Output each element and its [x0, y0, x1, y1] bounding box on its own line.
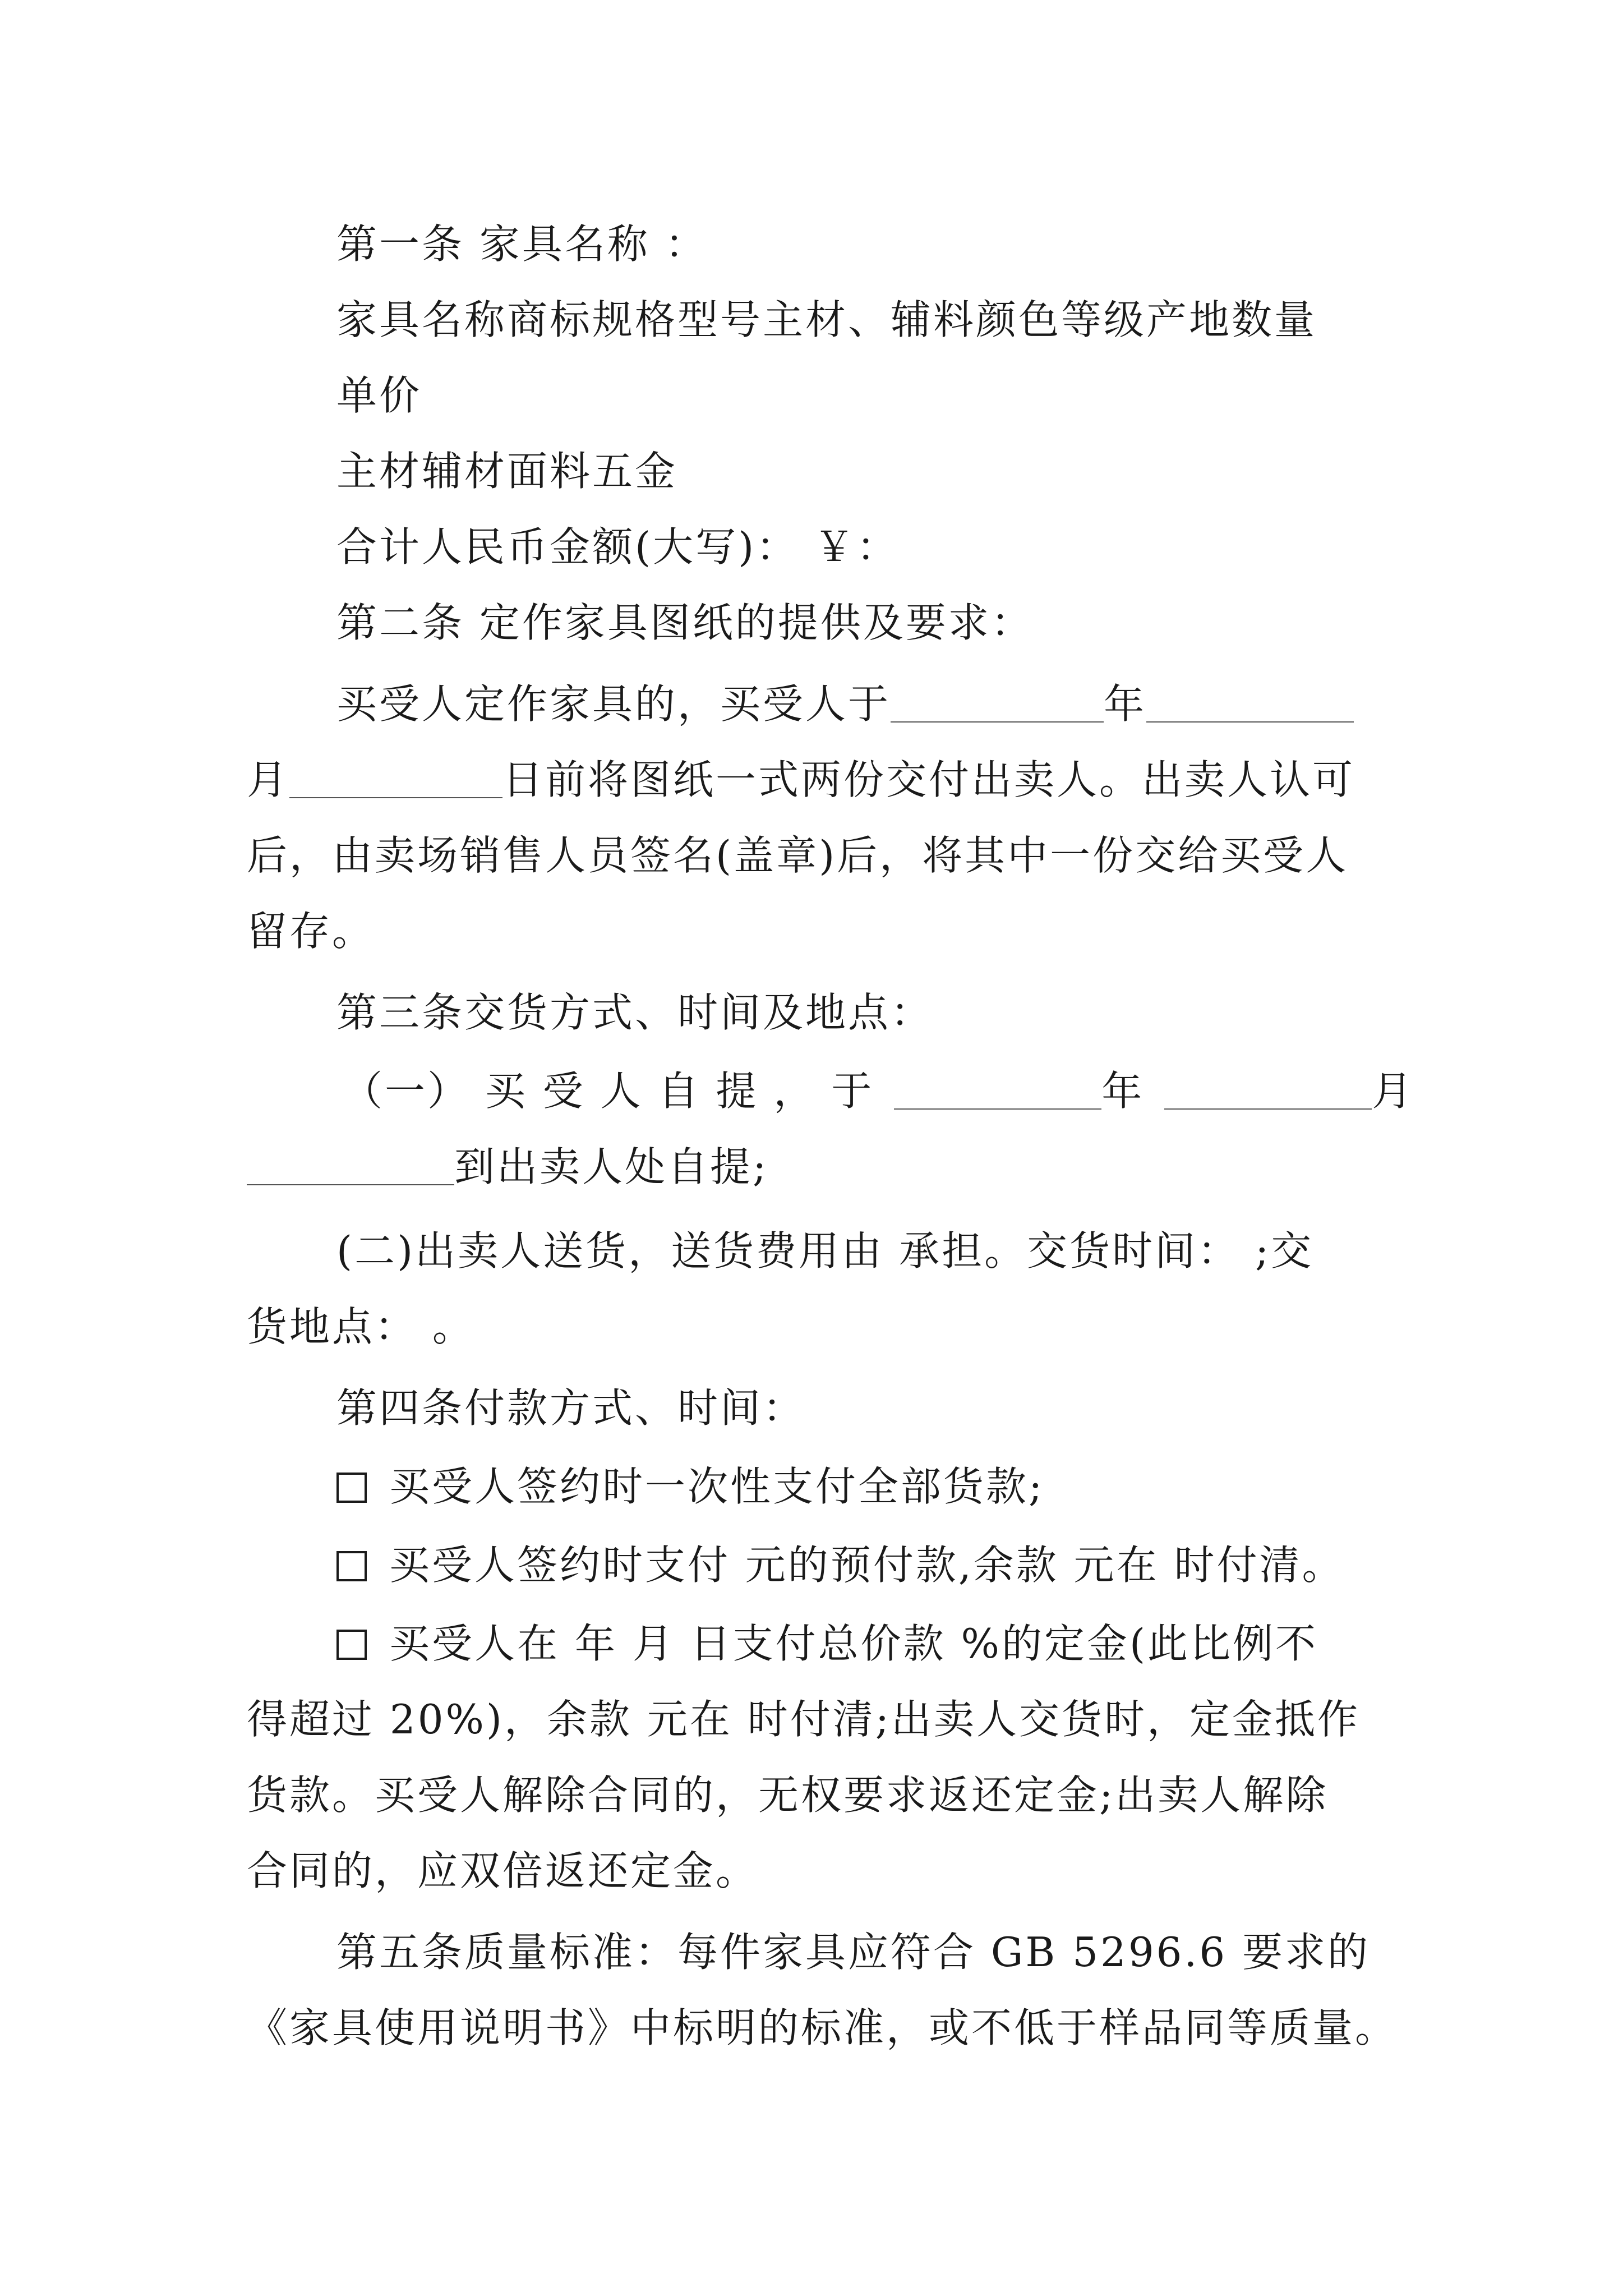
payment-option-2: 买受人签约时支付 元的预付款,余款 元在 时付清。 [389, 1542, 1345, 1589]
option-2-text: 货地点： 。 [247, 1303, 475, 1350]
materials-text: 主材辅材面料五金 [336, 448, 678, 495]
day-blank [289, 758, 502, 798]
checkbox-icon [336, 1551, 367, 1581]
article-3-option-2-cont [247, 1296, 1385, 1358]
year-blank [894, 1069, 1101, 1110]
article-3-title [336, 982, 1385, 1043]
article-1-total [336, 516, 1385, 578]
option-1-text: （一） 买 受 人 自 提 ， 于 [342, 1068, 874, 1115]
table-header-unit-price: 单价 [336, 372, 422, 419]
article-5-line-1 [336, 1921, 1385, 1983]
article-4-option-3-cont-2 [247, 1764, 1385, 1826]
article-1-table-header-2 [336, 365, 1385, 426]
option-2-text: (二)出卖人送货，送货费用由 承担。交货时间： ;交 [336, 1227, 1314, 1274]
article-4-title-text: 第四条付款方式、时间： [336, 1384, 806, 1432]
article-1-table-header [336, 289, 1385, 351]
article-4-option-2 [336, 1534, 1385, 1596]
article-4-option-1 [336, 1456, 1385, 1517]
year-label: 年 [1104, 680, 1147, 728]
payment-option-3: 得超过 20%)，余款 元在 时付清;出卖人交货时，定金抵作 [247, 1696, 1361, 1743]
article-4-option-3 [336, 1613, 1385, 1674]
month-label: 月 [1372, 1068, 1415, 1115]
checkbox-icon [336, 1630, 367, 1660]
article-2-text: 日前将图纸一式两份交付出卖人。出卖人认可 [502, 756, 1355, 803]
article-4-option-3-cont-3 [247, 1840, 1385, 1902]
article-2-line-1 [336, 673, 1385, 735]
article-1-title-text: 第一条 家具名称 ： [336, 220, 708, 268]
article-2-line-3 [247, 825, 1385, 886]
article-1-title [336, 213, 1385, 275]
option-1-text: 到出卖人处自提; [454, 1143, 769, 1190]
year-blank [891, 682, 1104, 723]
article-2-line-2 [247, 749, 1385, 811]
article-5-text: 《家具使用说明书》中标明的标准，或不低于样品同等质量。 [247, 2004, 1398, 2051]
payment-option-3: 货款。买受人解除合同的，无权要求返还定金;出卖人解除 [247, 1772, 1329, 1819]
checkbox-icon [336, 1473, 367, 1503]
article-3-title-text: 第三条交货方式、时间及地点： [336, 989, 934, 1036]
article-2-text: 留存。 [247, 908, 375, 955]
article-3-option-1-cont [247, 1136, 1385, 1198]
payment-option-3: 买受人在 年 月 日支付总价款 %的定金(此比例不 [389, 1620, 1318, 1667]
month-label: 月 [247, 756, 290, 803]
article-2-line-4 [247, 900, 1385, 962]
article-4-option-3-cont-1 [247, 1688, 1385, 1750]
article-3-option-1 [342, 1060, 1415, 1122]
month-blank [1164, 1069, 1372, 1110]
article-2-text: 后，由卖场销售人员签名(盖章)后，将其中一份交给买受人 [247, 832, 1349, 879]
month-blank [1146, 682, 1354, 723]
total-amount-text: 合计人民币金额(大写)： ￥： [336, 523, 900, 570]
article-5-text: 第五条质量标准：每件家具应符合 GB 5296.6 要求的 [336, 1929, 1371, 1976]
article-3-option-2 [336, 1220, 1385, 1282]
article-5-line-2 [247, 1997, 1398, 2059]
article-2-title [336, 592, 1385, 654]
table-header-text: 家具名称商标规格型号主材、辅料颜色等级产地数量 [336, 296, 1317, 343]
article-2-text: 买受人定作家具的，买受人于 [336, 680, 891, 728]
article-4-title [336, 1377, 1385, 1439]
article-1-materials [336, 440, 1385, 502]
payment-option-3: 合同的，应双倍返还定金。 [247, 1847, 759, 1894]
day-blank [247, 1145, 454, 1185]
article-2-title-text: 第二条 定作家具图纸的提供及要求： [336, 599, 1034, 646]
payment-option-1: 买受人签约时一次性支付全部货款; [389, 1463, 1045, 1510]
year-label: 年 [1101, 1068, 1145, 1115]
